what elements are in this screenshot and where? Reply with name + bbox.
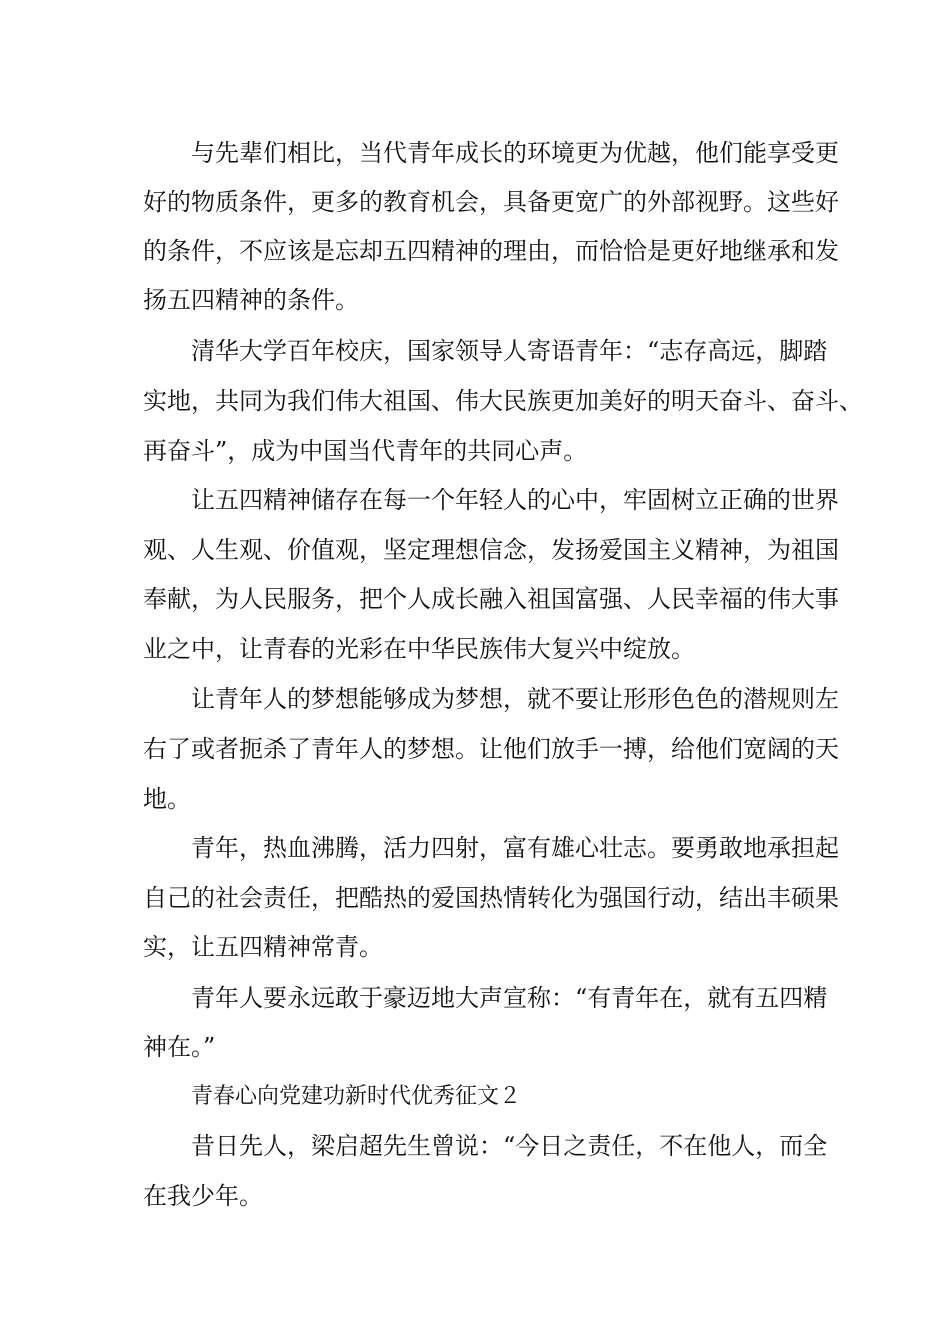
paragraph-3-line-3: 奉献，为人民服务，把个人成长融入祖国富强、人民幸福的伟大事 (143, 585, 839, 613)
section-heading: 青春心向党建功新时代优秀征文２ (191, 1084, 522, 1109)
paragraph-5-line-1: 青年，热血沸腾，活力四射，富有雄心壮志。要勇敢地承担起 (191, 834, 839, 862)
paragraph-1-line-4: 扬五四精神的条件。 (143, 286, 359, 314)
paragraph-2-line-3: 再奋斗”，成为中国当代青年的共同心声。 (143, 437, 588, 465)
paragraph-2-line-2: 实地，共同为我们伟大祖国、伟大民族更加美好的明天奋斗、奋斗、 (143, 387, 863, 415)
paragraph-1-line-2: 好的物质条件，更多的教育机会，具备更宽广的外部视野。这些好 (143, 188, 839, 216)
paragraph-4-line-1: 让青年人的梦想能够成为梦想，就不要让形形色色的潜规则左 (191, 685, 839, 713)
paragraph-5-line-3: 实，让五四精神常青。 (143, 933, 383, 961)
paragraph-7-line-1: 昔日先人，梁启超先生曾说：“今日之责任，不在他人，而全 (191, 1132, 828, 1160)
paragraph-1-line-1: 与先辈们相比，当代青年成长的环境更为优越，他们能享受更 (191, 139, 839, 167)
paragraph-3-line-4: 业之中，让青春的光彩在中华民族伟大复兴中绽放。 (143, 635, 695, 663)
paragraph-4-line-2: 右了或者扼杀了青年人的梦想。让他们放手一搏，给他们宽阔的天 (143, 735, 839, 763)
paragraph-1-line-3: 的条件，不应该是忘却五四精神的理由，而恰恰是更好地继承和发 (143, 237, 839, 265)
paragraph-5-line-2: 自己的社会责任，把酷热的爱国热情转化为强国行动，结出丰硕果 (143, 884, 839, 912)
paragraph-2-line-1: 清华大学百年校庆，国家领导人寄语青年：“志存高远，脚踏 (191, 337, 828, 365)
paragraph-7-line-2: 在我少年。 (143, 1182, 263, 1210)
paragraph-3-line-2: 观、人生观、价值观，坚定理想信念，发扬爱国主义精神，为祖国 (143, 536, 839, 564)
paragraph-3-line-1: 让五四精神储存在每一个年轻人的心中，牢固树立正确的世界 (191, 486, 839, 514)
paragraph-4-line-3: 地。 (143, 785, 191, 813)
paragraph-6-line-1: 青年人要永远敢于豪迈地大声宣称：“有青年在，就有五四精 (191, 984, 828, 1012)
paragraph-6-line-2: 神在。” (143, 1033, 216, 1061)
